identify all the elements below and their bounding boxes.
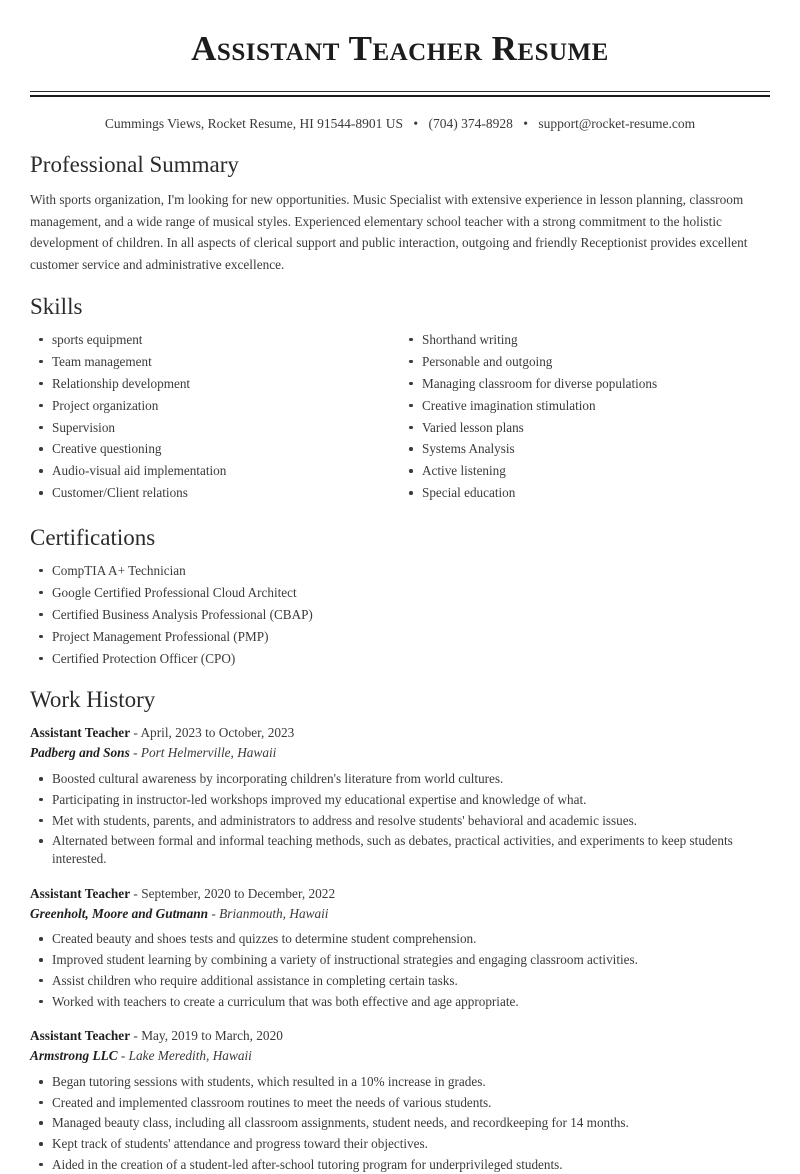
certification-item: Google Certified Professional Cloud Architect: [30, 584, 770, 602]
job-separator: -: [130, 885, 142, 901]
job-bullet-list: [30, 930, 770, 1010]
section-heading-professional-summary: Professional Summary: [30, 152, 239, 178]
section-professional-summary: [30, 151, 770, 275]
contact-separator-1: •: [413, 115, 419, 131]
job-company-line: [30, 904, 770, 924]
job-title: Assistant Teacher: [30, 1028, 131, 1044]
job-company-line: [30, 1046, 770, 1066]
job-separator: -: [130, 725, 141, 741]
header-divider: [30, 91, 770, 97]
skill-item: sports equipment: [30, 331, 400, 349]
skill-item: Audio-visual aid implementation: [30, 462, 400, 480]
job-separator: -: [130, 1028, 142, 1044]
skill-item: Special education: [400, 484, 770, 502]
section-heading-skills: Skills: [30, 294, 83, 320]
job-bullet-item: Boosted cultural awareness by incorporating children's literature from world cultures.: [30, 770, 770, 788]
job-dates: April, 2023 to October, 2023: [140, 725, 295, 741]
job-bullet-item: Alternated between formal and informal teaching methods, such as debates, practical activities, and experiments to keep students interested.: [30, 832, 770, 867]
job-company: Armstrong LLC: [30, 1048, 118, 1064]
job-bullet-item: Created beauty and shoes tests and quizzes to determine student comprehension.: [30, 930, 770, 948]
skill-item: Creative questioning: [30, 440, 400, 458]
job-company: Greenholt, Moore and Gutmann: [30, 905, 209, 921]
job-title-line: [30, 1026, 770, 1046]
certification-item: Certified Business Analysis Professional (CBAP): [30, 606, 770, 624]
skill-item: Supervision: [30, 419, 400, 437]
work-history-entry: [30, 723, 770, 867]
job-title: Assistant Teacher: [30, 885, 131, 901]
contact-phone[interactable]: (704) 374-8928: [428, 115, 513, 131]
skill-item: Systems Analysis: [400, 440, 770, 458]
skill-item: Managing classroom for diverse populations: [400, 375, 770, 393]
job-company: Padberg and Sons: [30, 745, 130, 761]
section-work-history: [30, 686, 770, 1174]
skill-item: Varied lesson plans: [400, 419, 770, 437]
skills-columns: [30, 331, 770, 507]
job-bullet-list: [30, 770, 770, 867]
job-bullet-list: [30, 1073, 770, 1173]
certification-item: CompTIA A+ Technician: [30, 562, 770, 580]
section-skills: [30, 293, 770, 506]
job-bullet-item: Kept track of students' attendance and progress toward their objectives.: [30, 1135, 770, 1153]
skill-item: Team management: [30, 353, 400, 371]
page-title: Assistant Teacher Resume: [191, 29, 609, 68]
job-dates: September, 2020 to December, 2022: [141, 885, 336, 901]
job-separator: -: [117, 1048, 129, 1064]
certification-item: Project Management Professional (PMP): [30, 628, 770, 646]
job-dates: May, 2019 to March, 2020: [141, 1028, 283, 1044]
skill-item: Shorthand writing: [400, 331, 770, 349]
contact-line: [30, 115, 770, 134]
work-history-list: [30, 723, 770, 1173]
skills-list-right: [400, 331, 770, 507]
work-history-entry: [30, 884, 770, 1011]
section-certifications: [30, 524, 770, 667]
job-separator: -: [208, 905, 220, 921]
certification-item: Certified Protection Officer (CPO): [30, 650, 770, 668]
job-bullet-item: Managed beauty class, including all classroom assignments, student needs, and recordkeeping for 14 months.: [30, 1114, 770, 1132]
section-heading-certifications: Certifications: [30, 525, 156, 551]
job-title-line: [30, 723, 770, 743]
divider-line-bottom: [30, 95, 770, 97]
job-location: Brianmouth, Hawaii: [219, 905, 329, 921]
skills-list-left: [30, 331, 400, 507]
job-location: Lake Meredith, Hawaii: [128, 1048, 252, 1064]
contact-email[interactable]: support@rocket-resume.com: [538, 115, 696, 131]
job-bullet-item: Met with students, parents, and administrators to address and resolve students' behavioral and academic issues.: [30, 812, 770, 830]
job-location: Port Helmerville, Hawaii: [140, 745, 277, 761]
job-title-line: [30, 884, 770, 904]
skill-item: Active listening: [400, 462, 770, 480]
skill-item: Creative imagination stimulation: [400, 397, 770, 415]
certifications-list: [30, 562, 770, 668]
skill-item: Relationship development: [30, 375, 400, 393]
job-bullet-item: Began tutoring sessions with students, which resulted in a 10% increase in grades.: [30, 1073, 770, 1091]
job-title: Assistant Teacher: [30, 725, 131, 741]
job-bullet-item: Improved student learning by combining a variety of instructional strategies and engaging classroom activities.: [30, 951, 770, 969]
professional-summary-text: With sports organization, I'm looking for new opportunities. Music Specialist with extensive experience in lesson planning, classroom management, and a wide range of musical styles. Experienced elementary school teacher with a strong commitment to the holistic development of children. In all aspects of clerical support and public interaction, outgoing and friendly Receptionist provides excellent customer service and administrative excellence.: [30, 191, 748, 272]
contact-separator-2: •: [523, 115, 528, 131]
skill-item: Project organization: [30, 397, 400, 415]
skill-item: Personable and outgoing: [400, 353, 770, 371]
job-bullet-item: Aided in the creation of a student-led after-school tutoring program for underprivileged students.: [30, 1156, 770, 1174]
job-bullet-item: Participating in instructor-led workshops improved my educational expertise and knowledge of what.: [30, 791, 770, 809]
job-separator: -: [129, 745, 141, 761]
section-heading-work-history: Work History: [30, 686, 156, 712]
job-company-line: [30, 743, 770, 763]
job-bullet-item: Created and implemented classroom routines to meet the needs of various students.: [30, 1094, 770, 1112]
work-history-entry: [30, 1026, 770, 1173]
job-bullet-item: Assist children who require additional assistance in completing certain tasks.: [30, 972, 770, 990]
contact-address: Cummings Views, Rocket Resume, HI 91544-8901 US: [104, 115, 404, 131]
job-bullet-item: Worked with teachers to create a curriculum that was both effective and age appropriate.: [30, 993, 770, 1011]
skill-item: Customer/Client relations: [30, 484, 400, 502]
